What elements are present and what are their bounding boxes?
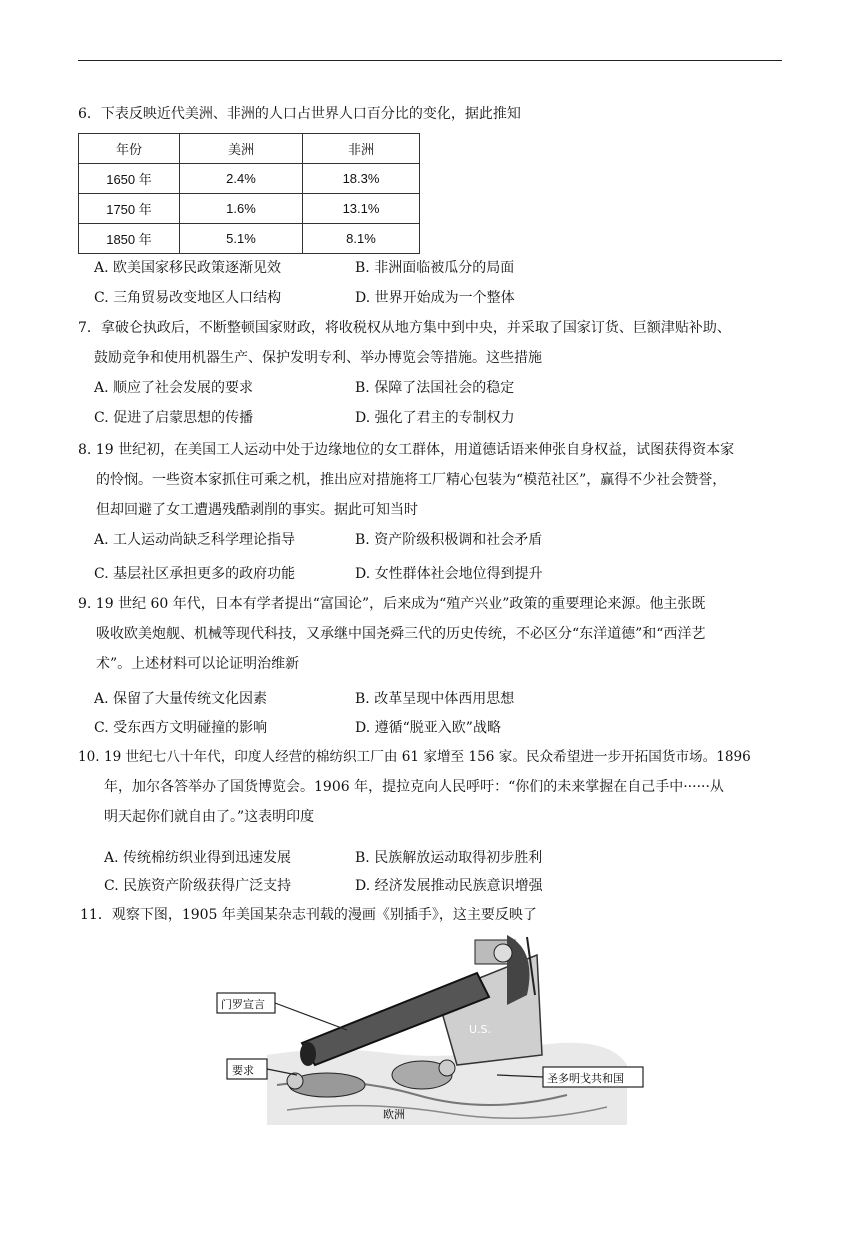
q10-option-b[interactable]: B. 民族解放运动取得初步胜利	[355, 850, 543, 866]
q6-option-a[interactable]: A. 欧美国家移民政策逐渐见效	[94, 260, 282, 276]
table-cell: 1750 年	[79, 194, 180, 224]
q7-option-b[interactable]: B. 保障了法国社会的稳定	[355, 380, 515, 396]
table-header: 非洲	[303, 134, 420, 164]
q6-option-d[interactable]: D. 世界开始成为一个整体	[355, 290, 515, 306]
cartoon-image	[207, 935, 647, 1128]
q8-option-d[interactable]: D. 女性群体社会地位得到提升	[355, 566, 543, 582]
table-header-row	[79, 134, 420, 164]
q8-stem-line: 但却回避了女工遭遇残酷剥削的事实。据此可知当时	[96, 502, 418, 518]
table-cell: 1650 年	[79, 164, 180, 194]
q6-stem: 6．下表反映近代美洲、非洲的人口占世界人口百分比的变化，据此推知	[78, 106, 521, 122]
q7-stem-line: 鼓励竞争和使用机器生产、保护发明专利、举办博览会等措施。这些措施	[94, 350, 542, 366]
q10-stem-line: 10. 19 世纪七八十年代，印度人经营的棉纺织工厂由 61 家增至 156 家。民众希望进一步开拓国货市场。1896	[78, 749, 751, 765]
q10-option-d[interactable]: D. 经济发展推动民族意识增强	[355, 878, 543, 894]
q7-stem-line: 7．拿破仑执政后，不断整顿国家财政，将收税权从地方集中到中央，并采取了国家订货、巨额津贴补助、	[78, 320, 731, 336]
q8-stem-line: 的怜悯。一些资本家抓住可乘之机，推出应对措施将工厂精心包装为“模范社区”，赢得不少社会赞誉，	[96, 472, 727, 488]
q7-option-c[interactable]: C. 促进了启蒙思想的传播	[94, 410, 254, 426]
q9-stem-line: 吸收欧美炮舰、机械等现代科技，又承继中国尧舜三代的历史传统，不必区分“东洋道德”和“西洋艺	[96, 626, 706, 642]
q6-option-c[interactable]: C. 三角贸易改变地区人口结构	[94, 290, 282, 306]
cartoon-label-europe: 欧洲	[383, 1108, 405, 1121]
cartoon-label-demand: 要求	[232, 1064, 254, 1077]
q9-stem-line: 9. 19 世纪 60 年代，日本有学者提出“富国论”，后来成为“殖产兴业”政策的重要理论来源。他主张既	[78, 596, 706, 612]
q8-option-a[interactable]: A. 工人运动尚缺乏科学理论指导	[94, 532, 296, 548]
table-cell: 5.1%	[180, 224, 303, 254]
q7-option-a[interactable]: A. 顺应了社会发展的要求	[94, 380, 254, 396]
q9-option-d[interactable]: D. 遵循“脱亚入欧”战略	[355, 720, 501, 736]
q9-option-a[interactable]: A. 保留了大量传统文化因素	[94, 691, 268, 707]
q11-stem: 11．观察下图，1905 年美国某杂志刊载的漫画《别插手》，这主要反映了	[80, 907, 537, 923]
table-cell: 13.1%	[303, 194, 420, 224]
table-row	[79, 194, 420, 224]
table-header: 年份	[79, 134, 180, 164]
cartoon-label-us: U.S.	[469, 1023, 492, 1036]
q8-option-b[interactable]: B. 资产阶级积极调和社会矛盾	[355, 532, 543, 548]
table-cell: 2.4%	[180, 164, 303, 194]
q8-stem-line: 8. 19 世纪初，在美国工人运动中处于边缘地位的女工群体，用道德话语来伸张自身权益，试图获得资本家	[78, 442, 735, 458]
q8-option-c[interactable]: C. 基层社区承担更多的政府功能	[94, 566, 296, 582]
q9-stem-line: 术”。上述材料可以论证明治维新	[96, 656, 300, 672]
q7-option-d[interactable]: D. 强化了君主的专制权力	[355, 410, 515, 426]
table-row	[79, 224, 420, 254]
table-row	[79, 164, 420, 194]
q9-option-b[interactable]: B. 改革呈现中体西用思想	[355, 691, 515, 707]
q6-option-b[interactable]: B. 非洲面临被瓜分的局面	[355, 260, 515, 276]
cartoon-label-monroe: 门罗宣言	[221, 998, 265, 1011]
population-table	[78, 133, 420, 254]
table-cell: 1.6%	[180, 194, 303, 224]
table-cell: 1850 年	[79, 224, 180, 254]
table-cell: 18.3%	[303, 164, 420, 194]
cartoon-label-dominican: 圣多明戈共和国	[547, 1072, 624, 1085]
q10-option-c[interactable]: C. 民族资产阶级获得广泛支持	[104, 878, 292, 894]
header-rule	[78, 60, 782, 61]
q10-stem-line: 年，加尔各答举办了国货博览会。1906 年，提拉克向人民呼吁：“你们的未来掌握在自己手中······从	[104, 779, 724, 795]
table-header: 美洲	[180, 134, 303, 164]
q10-option-a[interactable]: A. 传统棉纺织业得到迅速发展	[104, 850, 292, 866]
q10-stem-line: 明天起你们就自由了。”这表明印度	[104, 809, 315, 825]
q9-option-c[interactable]: C. 受东西方文明碰撞的影响	[94, 720, 268, 736]
table-cell: 8.1%	[303, 224, 420, 254]
